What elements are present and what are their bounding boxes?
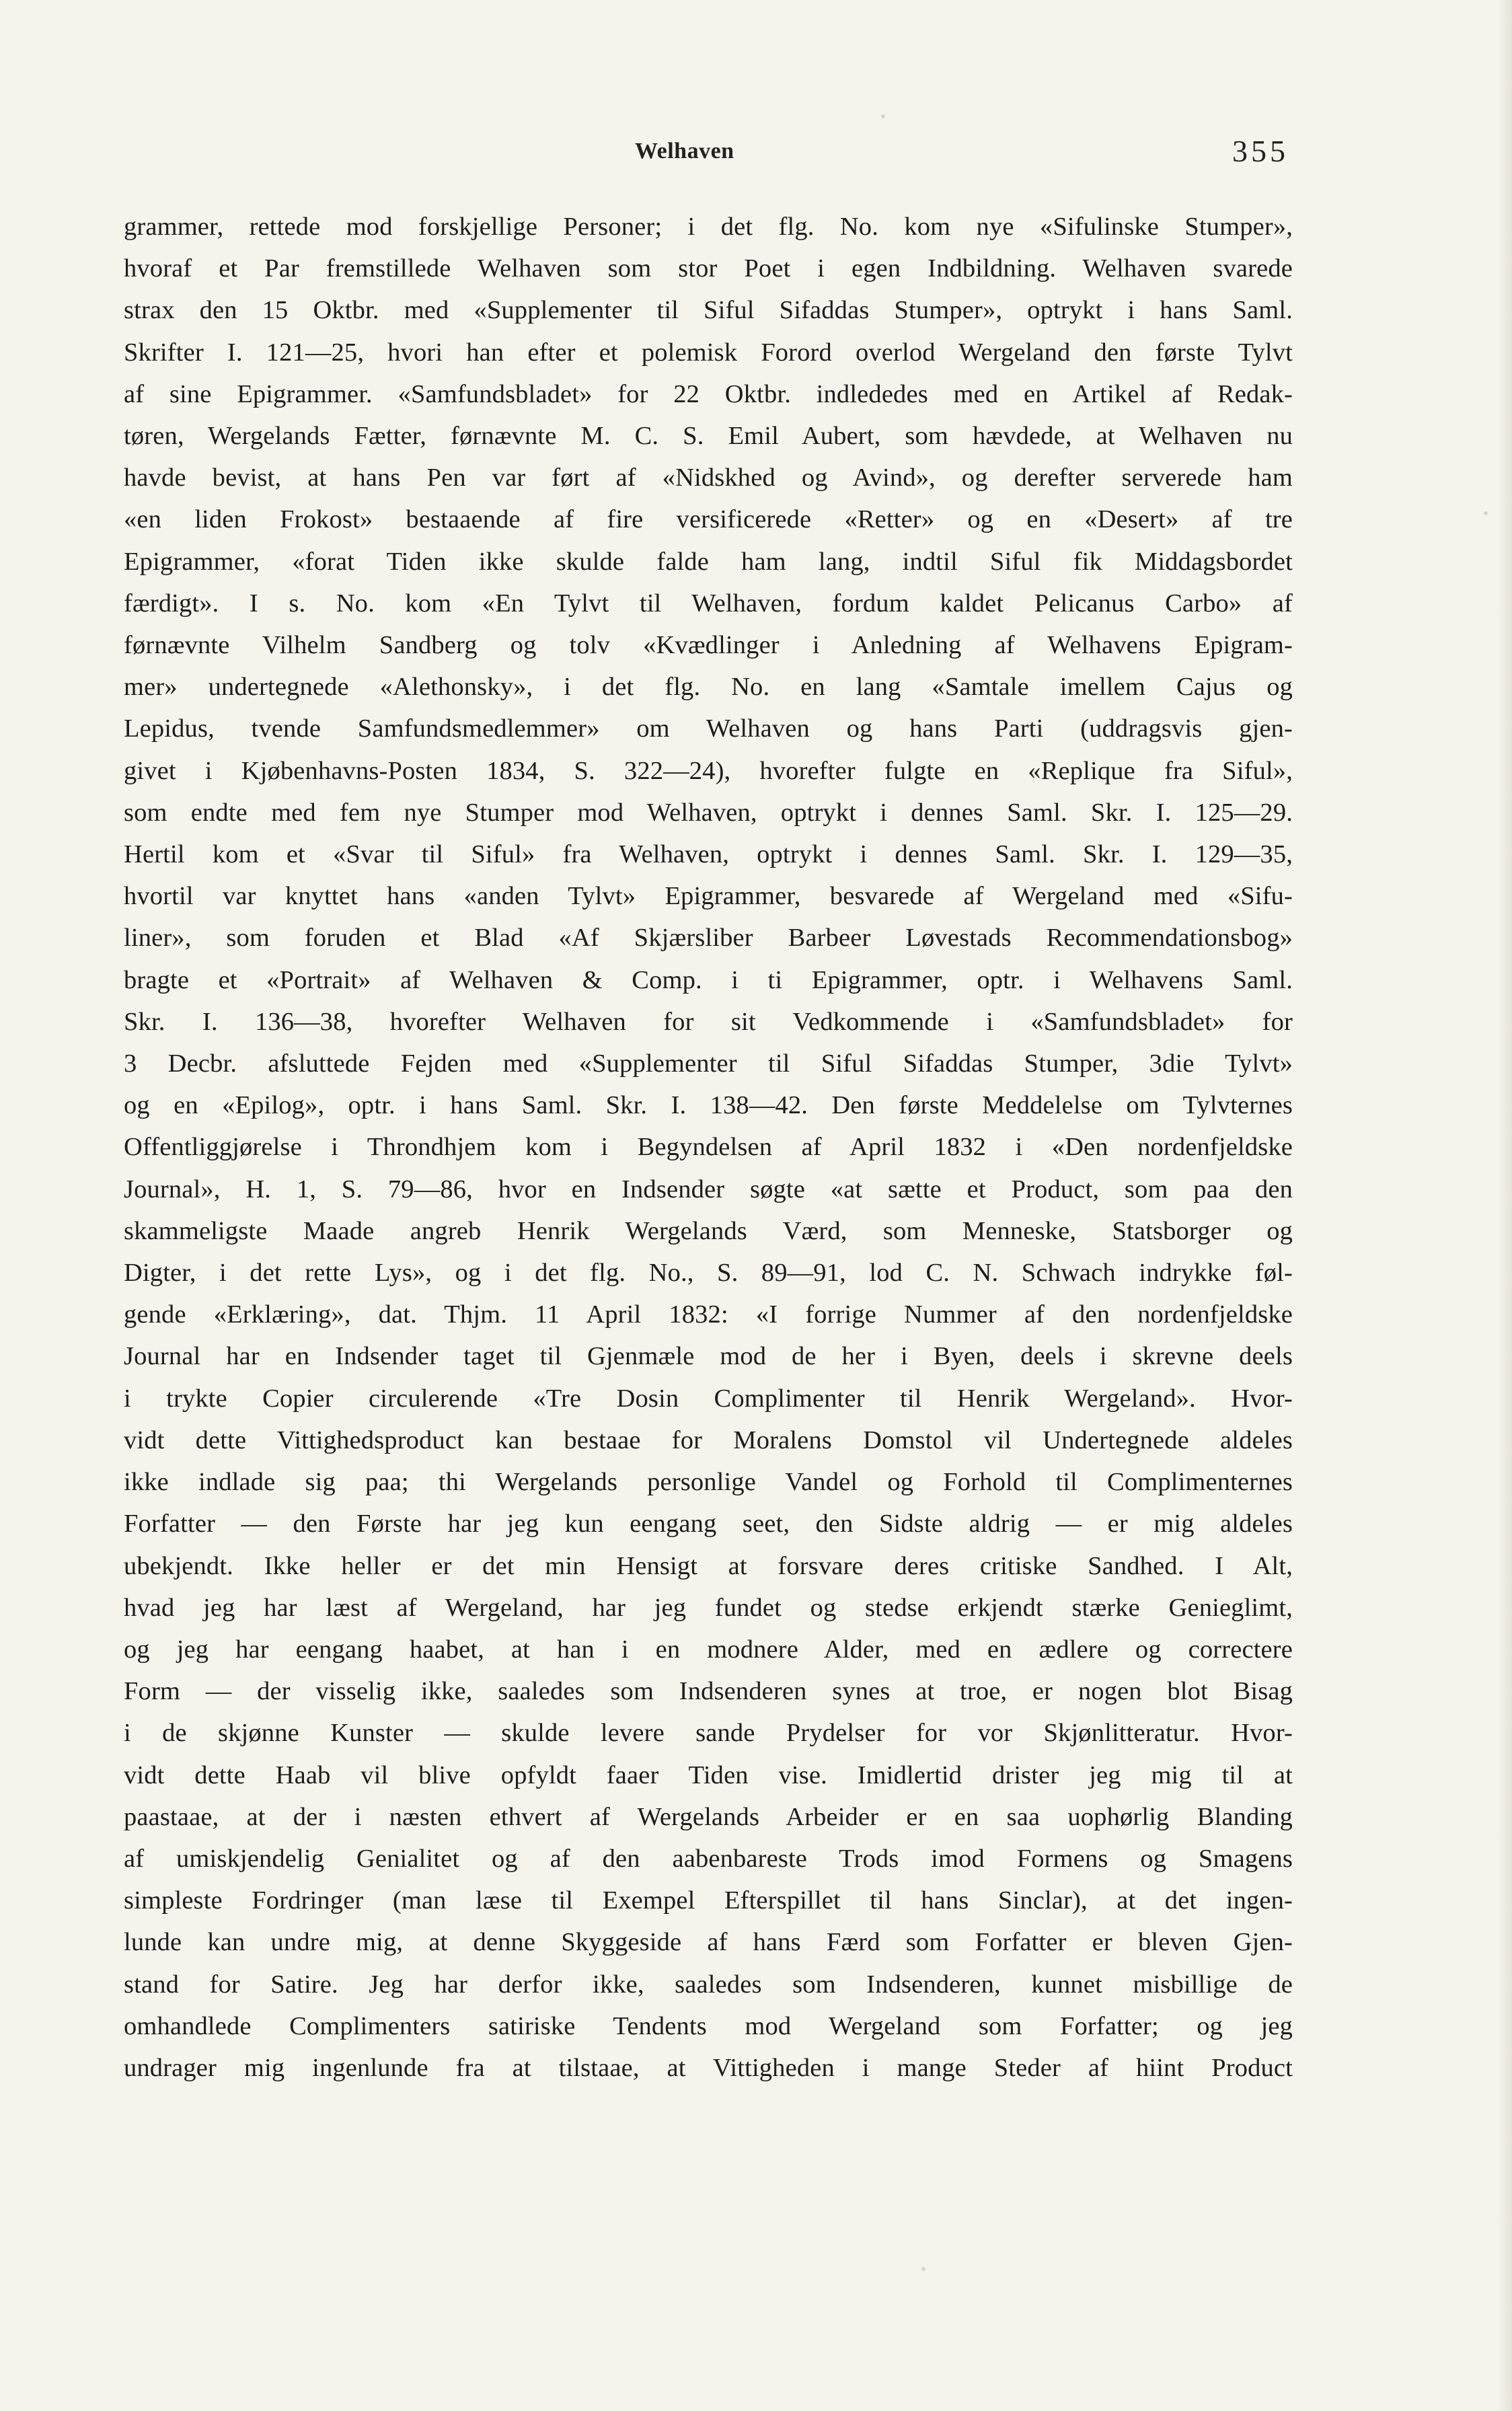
text-line: Epigrammer, «forat Tiden ikke skulde falde ham lang, indtil Siful fik Middagsbordet <box>124 547 1293 576</box>
text-line: Journal», H. 1, S. 79—86, hvor en Indsender søgte «at sætte et Product, som paa den <box>124 1175 1293 1203</box>
text-line: skammeligste Maade angreb Henrik Wergelands Værd, som Menneske, Statsborger og <box>124 1216 1293 1245</box>
text-line: paastaae, at der i næsten ethvert af Wergelands Arbeider er en saa uophørlig Blanding <box>124 1802 1293 1831</box>
text-line: undrager mig ingenlunde fra at tilstaae, at Vittigheden i mange Steder af hiint Product <box>124 2053 1293 2082</box>
text-line: mer» undertegnede «Alethonsky», i det flg. No. en lang «Samtale imellem Cajus og <box>124 673 1293 702</box>
text-line: Offentliggjørelse i Throndhjem kom i Begyndelsen af April 1832 i «Den nordenfjeldske <box>124 1133 1293 1162</box>
text-line: i trykte Copier circulerende «Tre Dosin Complimenter til Henrik Wergeland». Hvor- <box>124 1384 1293 1413</box>
text-line: hvoraf et Par fremstillede Welhaven som stor Poet i egen Indbildning. Welhaven svarede <box>124 254 1293 283</box>
text-line: givet i Kjøbenhavns-Posten 1834, S. 322—24), hvorefter fulgte en «Replique fra Siful», <box>124 756 1293 785</box>
paper-speck <box>881 114 885 118</box>
text-line: strax den 15 Oktbr. med «Supplementer til Siful Sifaddas Stumper», optrykt i hans Saml. <box>124 296 1293 325</box>
text-line: vidt dette Haab vil blive opfyldt faaer Tiden vise. Imidlertid drister jeg mig til at <box>124 1760 1293 1789</box>
page-header <box>0 133 1512 180</box>
text-line: tøren, Wergelands Fætter, førnævnte M. C. S. Emil Aubert, som hævdede, at Welhaven nu <box>124 422 1293 451</box>
text-line: af umiskjendelig Genialitet og af den aabenbareste Trods imod Formens og Smagens <box>124 1844 1293 1873</box>
running-head: Welhaven <box>635 139 734 163</box>
text-line: Skrifter I. 121—25, hvori han efter et polemisk Forord overlod Wergeland den første Tylvt <box>124 338 1293 367</box>
text-line: liner», som foruden et Blad «Af Skjærsliber Barbeer Løvestads Recommendationsbog» <box>124 924 1293 953</box>
text-line: af sine Epigrammer. «Samfundsbladet» for 22 Oktbr. indlededes med en Artikel af Redak- <box>124 379 1293 408</box>
text-line: Forfatter — den Første har jeg kun eengang seet, den Sidste aldrig — er mig aldeles <box>124 1510 1293 1538</box>
text-line: færdigt». I s. No. kom «En Tylvt til Welhaven, fordum kaldet Pelicanus Carbo» af <box>124 589 1293 618</box>
text-line: gende «Erklæring», dat. Thjm. 11 April 1832: «I forrige Nummer af den nordenfjeldske <box>124 1300 1293 1329</box>
text-line: og en «Epilog», optr. i hans Saml. Skr. I. 138—42. Den første Meddelelse om Tylvternes <box>124 1091 1293 1120</box>
body-text <box>124 206 1293 2089</box>
text-line: i de skjønne Kunster — skulde levere sande Prydelser for vor Skjønlitteratur. Hvor- <box>124 1719 1293 1748</box>
text-line: vidt dette Vittighedsproduct kan bestaae for Moralens Domstol vil Undertegnede aldeles <box>124 1425 1293 1454</box>
text-line: grammer, rettede mod forskjellige Personer; i det flg. No. kom nye «Sifulinske Stumper», <box>124 213 1293 241</box>
text-line: Skr. I. 136—38, hvorefter Welhaven for sit Vedkommende i «Samfundsbladet» for <box>124 1007 1293 1036</box>
text-line: ubekjendt. Ikke heller er det min Hensigt at forsvare deres critiske Sandhed. I Alt, <box>124 1551 1293 1580</box>
text-line: hvad jeg har læst af Wergeland, har jeg fundet og stedse erkjendt stærke Genieglimt, <box>124 1593 1293 1622</box>
text-line: havde bevist, at hans Pen var ført af «Nidskhed og Avind», og derefter serverede ham <box>124 463 1293 492</box>
text-line: som endte med fem nye Stumper mod Welhaven, optrykt i dennes Saml. Skr. I. 125—29. <box>124 798 1293 827</box>
text-line: 3 Decbr. afsluttede Fejden med «Supplementer til Siful Sifaddas Stumper, 3die Tylvt» <box>124 1049 1293 1078</box>
text-line: bragte et «Portrait» af Welhaven & Comp. i ti Epigrammer, optr. i Welhavens Saml. <box>124 965 1293 994</box>
text-line: ikke indlade sig paa; thi Wergelands personlige Vandel og Forhold til Complimenternes <box>124 1468 1293 1497</box>
text-line: og jeg har eengang haabet, at han i en modnere Alder, med en ædlere og correctere <box>124 1635 1293 1664</box>
text-line: Journal har en Indsender taget til Gjenmæle mod de her i Byen, deels i skrevne deels <box>124 1342 1293 1371</box>
text-line: stand for Satire. Jeg har derfor ikke, saaledes som Indsenderen, kunnet misbillige de <box>124 1970 1293 1999</box>
text-line: lunde kan undre mig, at denne Skyggeside af hans Færd som Forfatter er bleven Gjen- <box>124 1928 1293 1957</box>
text-line: Lepidus, tvende Samfundsmedlemmer» om Welhaven og hans Parti (uddragsvis gjen- <box>124 714 1293 743</box>
text-line: hvortil var knyttet hans «anden Tylvt» Epigrammer, besvarede af Wergeland med «Sifu- <box>124 882 1293 911</box>
text-line: førnævnte Vilhelm Sandberg og tolv «Kvædlinger i Anledning af Welhavens Epigram- <box>124 631 1293 660</box>
text-line: Hertil kom et «Svar til Siful» fra Welhaven, optrykt i dennes Saml. Skr. I. 129—35, <box>124 840 1293 869</box>
page-number: 355 <box>1232 134 1289 168</box>
text-line: Digter, i det rette Lys», og i det flg. No., S. 89—91, lod C. N. Schwach indrykke føl- <box>124 1259 1293 1288</box>
text-line: omhandlede Complimenters satiriske Tendents mod Wergeland som Forfatter; og jeg <box>124 2011 1293 2040</box>
paper-speck <box>921 2267 925 2271</box>
paper-speck <box>1484 511 1488 515</box>
text-line: «en liden Frokost» bestaaende af fire versificerede «Retter» og en «Desert» af tre <box>124 505 1293 534</box>
page-edge-shadow <box>1497 0 1512 2411</box>
text-line: simpleste Fordringer (man læse til Exempel Efterspillet til hans Sinclar), at det ingen- <box>124 1886 1293 1915</box>
text-line: Form — der visselig ikke, saaledes som Indsenderen synes at troe, er nogen blot Bisag <box>124 1677 1293 1706</box>
